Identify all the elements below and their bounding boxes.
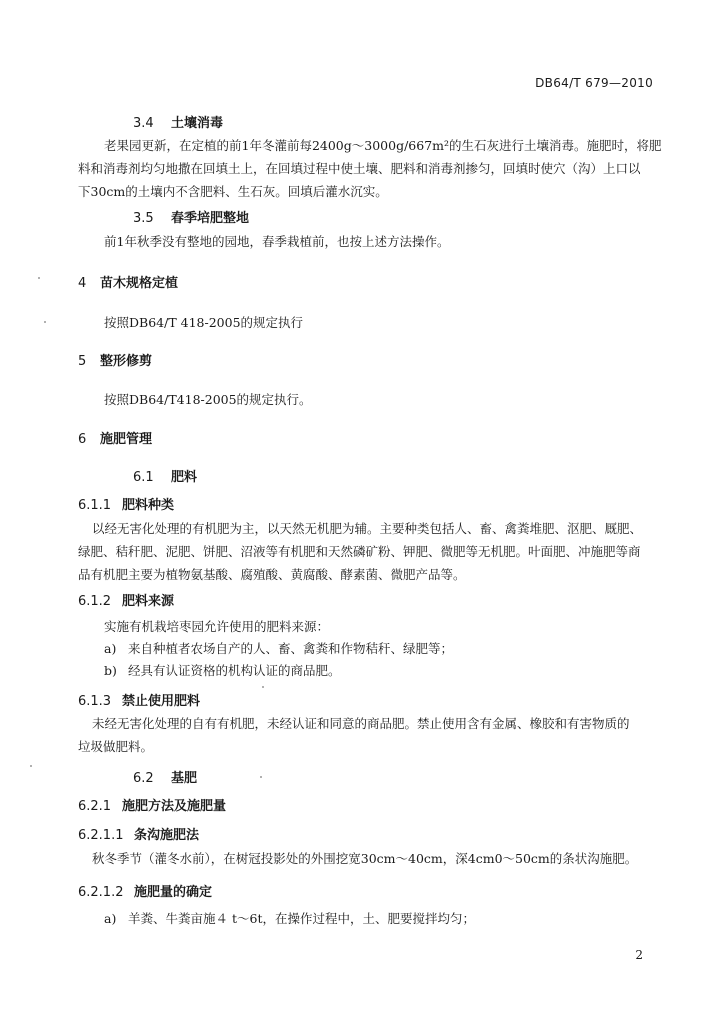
heading-6-2-1 bbox=[78, 795, 226, 814]
paragraph-line: 未经无害化处理的自有有机肥，未经认证和同意的商品肥。禁止使用含有金属、橡胶和有害物质的 bbox=[92, 716, 630, 731]
heading-title: 施肥方法及施肥量 bbox=[122, 799, 227, 814]
heading-number: 3.5 bbox=[133, 211, 154, 226]
heading-title: 基肥 bbox=[171, 771, 198, 786]
heading-number: 4 bbox=[78, 276, 87, 291]
heading-title: 整形修剪 bbox=[100, 354, 153, 369]
paragraph-4: 按照DB64/T 418-2005的规定执行 bbox=[104, 315, 304, 330]
heading-title: 条沟施肥法 bbox=[134, 828, 200, 843]
scan-speck bbox=[38, 277, 40, 279]
heading-title: 禁止使用肥料 bbox=[122, 694, 201, 709]
paragraph-line: 下30cm的土壤内不含肥料、生石灰。回填后灌水沉实。 bbox=[78, 184, 388, 199]
paragraph-line: 绿肥、秸秆肥、泥肥、饼肥、沼液等有机肥和天然磷矿粉、钾肥、微肥等无机肥。叶面肥、冲施肥等商 bbox=[78, 544, 641, 559]
heading-6-1-1 bbox=[78, 494, 174, 513]
heading-number: 6.2.1.1 bbox=[78, 828, 124, 843]
heading-number: 6.2.1 bbox=[78, 799, 112, 814]
list-marker: a) bbox=[104, 911, 117, 926]
heading-title: 土壤消毒 bbox=[171, 116, 224, 131]
list-text: 来自种植者农场自产的人、畜、禽粪和作物秸秆、绿肥等； bbox=[128, 641, 454, 656]
heading-3-4 bbox=[133, 112, 223, 131]
list-text: 经具有认证资格的机构认证的商品肥。 bbox=[128, 663, 341, 678]
heading-6-2-1-1 bbox=[78, 824, 199, 843]
scan-speck bbox=[44, 321, 46, 323]
heading-number: 6.1 bbox=[133, 470, 154, 485]
paragraph-line: 以经无害化处理的有机肥为主，以天然无机肥为辅。主要种类包括人、畜、禽粪堆肥、沤肥、厩肥、 bbox=[92, 521, 643, 536]
heading-number: 5 bbox=[78, 354, 87, 369]
heading-title: 肥料种类 bbox=[122, 498, 175, 513]
paragraph-line: 老果园更新，在定植的前1年冬灌前每2400g～3000g/667m²的生石灰进行土壤消毒。施肥时，将肥 bbox=[104, 138, 662, 153]
heading-title: 苗木规格定植 bbox=[100, 276, 179, 291]
page-number: 2 bbox=[635, 948, 643, 962]
heading-title: 肥料 bbox=[171, 470, 198, 485]
heading-title: 施肥管理 bbox=[100, 432, 153, 447]
heading-number: 6.1.2 bbox=[78, 594, 112, 609]
list-marker: a) bbox=[104, 641, 117, 656]
list-item bbox=[104, 659, 341, 682]
standard-code: DB64/T 679—2010 bbox=[535, 76, 653, 90]
heading-4 bbox=[78, 272, 178, 291]
heading-6 bbox=[78, 428, 152, 447]
paragraph-6-1-2: 实施有机栽培枣园允许使用的肥料来源： bbox=[104, 619, 330, 634]
list-item bbox=[104, 637, 453, 660]
heading-6-2-1-2 bbox=[78, 881, 212, 900]
heading-title: 施肥量的确定 bbox=[134, 885, 213, 900]
paragraph-line: 料和消毒剂均匀地撒在回填土上，在回填过程中使土壤、肥料和消毒剂掺匀，回填时使穴（沟）上口以 bbox=[78, 161, 641, 176]
paragraph-6-1-3 bbox=[78, 712, 658, 758]
scan-speck bbox=[30, 765, 32, 767]
heading-number: 3.4 bbox=[133, 116, 154, 131]
paragraph-5: 按照DB64/T418-2005的规定执行。 bbox=[104, 392, 312, 407]
paragraph-3-4 bbox=[78, 134, 662, 203]
list-text: 羊粪、牛粪亩施４ t～6t，在操作过程中，土、肥要搅拌均匀； bbox=[128, 911, 475, 926]
heading-6-1-2 bbox=[78, 590, 174, 609]
paragraph-line: 品有机肥主要为植物氨基酸、腐殖酸、黄腐酸、酵素菌、微肥产品等。 bbox=[78, 567, 466, 582]
heading-6-1-3 bbox=[78, 690, 200, 709]
heading-5 bbox=[78, 350, 152, 369]
heading-number: 6 bbox=[78, 432, 87, 447]
paragraph-6-1-1 bbox=[78, 517, 658, 586]
heading-number: 6.1.3 bbox=[78, 694, 112, 709]
heading-number: 6.1.1 bbox=[78, 498, 112, 513]
heading-title: 春季培肥整地 bbox=[171, 211, 250, 226]
paragraph-3-5: 前1年秋季没有整地的园地，春季栽植前，也按上述方法操作。 bbox=[104, 234, 450, 249]
heading-6-1 bbox=[133, 466, 197, 485]
heading-number: 6.2.1.2 bbox=[78, 885, 124, 900]
scan-speck bbox=[260, 776, 262, 778]
list-item bbox=[104, 907, 475, 930]
heading-6-2 bbox=[133, 767, 197, 786]
list-marker: b) bbox=[104, 663, 117, 678]
heading-title: 肥料来源 bbox=[122, 594, 175, 609]
heading-number: 6.2 bbox=[133, 771, 154, 786]
paragraph-6-2-1-1: 秋冬季节（灌冬水前），在树冠投影处的外围挖宽30cm～40cm，深4cm0～50cm的条状沟施肥。 bbox=[92, 851, 638, 866]
heading-3-5 bbox=[133, 207, 249, 226]
paragraph-line: 垃圾做肥料。 bbox=[78, 739, 154, 754]
scan-speck bbox=[262, 686, 264, 688]
